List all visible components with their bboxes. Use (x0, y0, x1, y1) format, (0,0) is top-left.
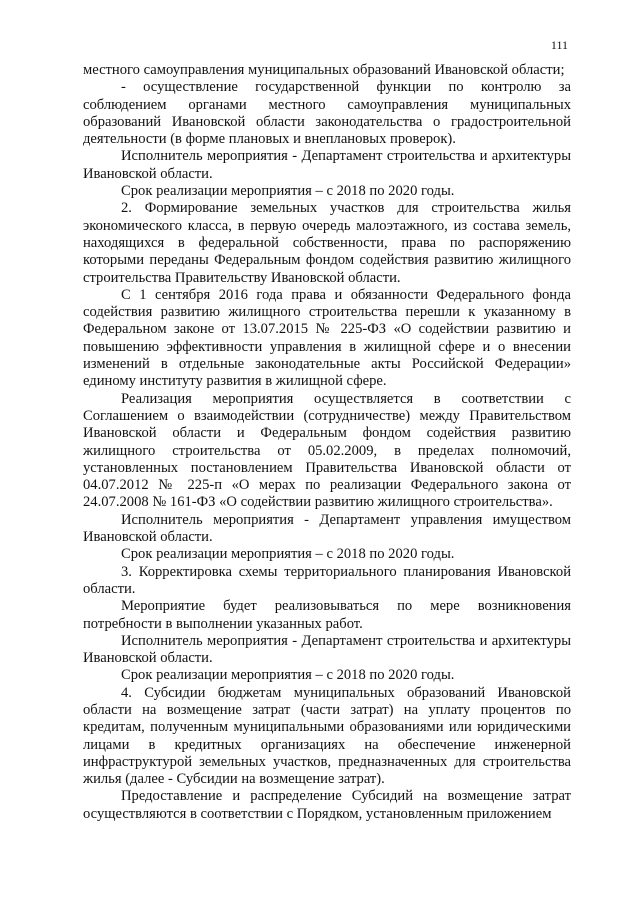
paragraph: Срок реализации мероприятия – с 2018 по 2020 годы. (121, 667, 455, 684)
document-body (83, 62, 571, 823)
paragraph: Предоставление и распределение Субсидий на возмещение затрат осуществляются в соответствии с Порядком, установленным приложением (83, 788, 571, 822)
paragraph: Срок реализации мероприятия – с 2018 по 2020 годы. (121, 183, 455, 200)
paragraph: Реализация мероприятия осуществляется в соответствии с Соглашением о взаимодействии (сотрудничестве) между Правительством Ивановской области и Федеральным фондом содействия развитию жилищного строительства от 05.02.2009, в пределах полномочий, установленных постановлением Правительства Ивановской области от 04.07.2012 № 225-п «О мерах по реализации Федерального закона от 24.07.2008 № 161-ФЗ «О содействии развитию жилищного строительства». (83, 390, 571, 511)
paragraph: 4. Субсидии бюджетам муниципальных образований Ивановской области на возмещение затрат (части затрат) на уплату процентов по кредитам, полученным муниципальными образованиями или юридическими лицами в кредитных организациях на обеспечение инженерной инфраструктурой земельных участков, предназначенных для строительства жилья (далее - Субсидии на возмещение затрат). (83, 684, 571, 788)
paragraph: местного самоуправления муниципальных образований Ивановской области; (83, 62, 565, 78)
page-number: 111 (550, 38, 568, 52)
paragraph: Исполнитель мероприятия - Департамент строительства и архитектуры Ивановской области. (83, 632, 571, 667)
paragraph: Исполнитель мероприятия - Департамент строительства и архитектуры Ивановской области. (83, 148, 571, 182)
paragraph: - осуществление государственной функции по контролю за соблюдением органами местного самоуправления муниципальных образований Ивановской области законодательства о градостроительной деятельности (в форме плановых и внеплановых проверок). (83, 79, 571, 148)
paragraph: Мероприятие будет реализовываться по мере возникновения потребности в выполнении указанных работ. (83, 598, 571, 632)
paragraph: 2. Формирование земельных участков для строительства жилья экономического класса, в первую очередь малоэтажного, из состава земель, находящихся в федеральной собственности, права по распоряжению которыми переданы Федеральным фондом содействия развитию жилищного строительства Правительству Ивановской области. (83, 200, 571, 286)
paragraph: Срок реализации мероприятия – с 2018 по 2020 годы. (121, 546, 455, 563)
paragraph: С 1 сентября 2016 года права и обязанности Федерального фонда содействия развитию жилищного строительства перешли к указанному в Федеральном законе от 13.07.2015 № 225-ФЗ «О содействии развитию и повышению эффективности управления в жилищной сфере и о внесении изменений в отдельные законодательные акты Российской Федерации» единому институту развития в жилищной сфере. (83, 286, 571, 390)
paragraph: 3. Корректировка схемы территориального планирования Ивановской области. (83, 563, 571, 597)
paragraph: Исполнитель мероприятия - Департамент управления имуществом Ивановской области. (83, 511, 571, 546)
